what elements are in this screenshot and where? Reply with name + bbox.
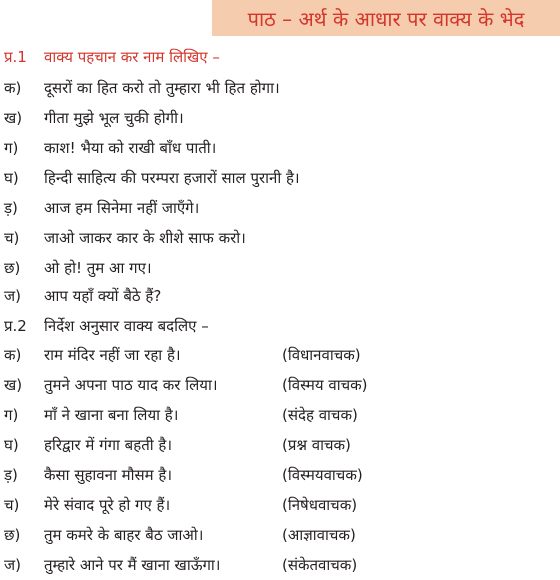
q1-heading xyxy=(4,45,220,69)
q1-item xyxy=(4,76,280,100)
item-marker: घ) xyxy=(4,436,19,454)
item-marker: च) xyxy=(4,229,20,247)
title-banner xyxy=(212,0,560,36)
item-hint: (आज्ञावाचक) xyxy=(282,526,356,544)
item-hint: (निषेधवाचक) xyxy=(282,496,358,514)
item-marker: ड़) xyxy=(4,199,18,217)
item-text: हिन्दी साहित्य की परम्परा हजारों साल पुरानी है। xyxy=(44,169,300,187)
item-text: कैसा सुहावना मौसम है। xyxy=(44,466,173,484)
item-marker: छ) xyxy=(4,526,21,544)
q1-item xyxy=(4,284,161,308)
item-hint: (विधानवाचक) xyxy=(282,346,361,364)
q1-item xyxy=(4,256,152,280)
q1-number: प्र.1 xyxy=(4,48,27,66)
item-marker: घ) xyxy=(4,169,19,187)
q1-item xyxy=(4,136,216,160)
item-hint: (संकेतवाचक) xyxy=(282,556,358,574)
q2-item xyxy=(4,343,361,367)
item-text: तुम्हारे आने पर मैं खाना खाऊँगा। xyxy=(44,556,221,574)
item-marker: ख) xyxy=(4,376,23,394)
item-hint: (संदेह वाचक) xyxy=(282,406,358,424)
item-marker: ज) xyxy=(4,556,21,574)
item-text: मेरे संवाद पूरे हो गए हैं। xyxy=(44,496,171,514)
item-text: ओ हो! तुम आ गए। xyxy=(44,259,152,277)
item-text: माँ ने खाना बना लिया है। xyxy=(44,406,179,424)
item-text: तुम कमरे के बाहर बैठ जाओ। xyxy=(44,526,204,544)
q2-item xyxy=(4,553,357,577)
item-text: गीता मुझे भूल चुकी होगी। xyxy=(44,109,184,127)
q2-heading-text: निर्देश अनुसार वाक्य बदलिए – xyxy=(44,317,209,335)
item-hint: (प्रश्न वाचक) xyxy=(282,436,351,454)
item-marker: छ) xyxy=(4,259,21,277)
q1-item xyxy=(4,226,246,250)
q2-item xyxy=(4,433,351,457)
item-marker: ड़) xyxy=(4,466,18,484)
item-text: हरिद्वार में गंगा बहती है। xyxy=(44,436,173,454)
item-marker: ज) xyxy=(4,287,21,305)
item-marker: ख) xyxy=(4,109,23,127)
q2-item xyxy=(4,523,356,547)
item-marker: च) xyxy=(4,496,20,514)
item-marker: क) xyxy=(4,346,22,364)
item-text: दूसरों का हित करो तो तुम्हारा भी हित होगा। xyxy=(44,79,280,97)
q1-item xyxy=(4,106,184,130)
q2-number: प्र.2 xyxy=(4,317,27,335)
q1-item xyxy=(4,196,199,220)
item-hint: (विस्मय वाचक) xyxy=(282,376,368,394)
page-title: पाठ – अर्थ के आधार पर वाक्य के भेद xyxy=(247,6,525,31)
q1-heading-text: वाक्य पहचान कर नाम लिखिए – xyxy=(44,48,220,66)
item-text: काश! भैया को राखी बाँध पाती। xyxy=(44,139,217,157)
q2-item xyxy=(4,463,363,487)
q2-item xyxy=(4,493,357,517)
item-hint: (विस्मयवाचक) xyxy=(282,466,363,484)
item-text: जाओ जाकर कार के शीशे साफ करो। xyxy=(44,229,246,247)
item-marker: ग) xyxy=(4,139,19,157)
item-text: तुमने अपना पाठ याद कर लिया। xyxy=(44,376,218,394)
q1-item xyxy=(4,166,300,190)
item-marker: क) xyxy=(4,79,22,97)
q2-item xyxy=(4,403,358,427)
item-text: राम मंदिर नहीं जा रहा है। xyxy=(44,346,181,364)
item-text: आज हम सिनेमा नहीं जाएँगे। xyxy=(44,199,200,217)
q2-item xyxy=(4,373,367,397)
item-marker: ग) xyxy=(4,406,19,424)
item-text: आप यहाँ क्यों बैठे हैं? xyxy=(44,287,162,305)
q2-heading xyxy=(4,314,209,338)
